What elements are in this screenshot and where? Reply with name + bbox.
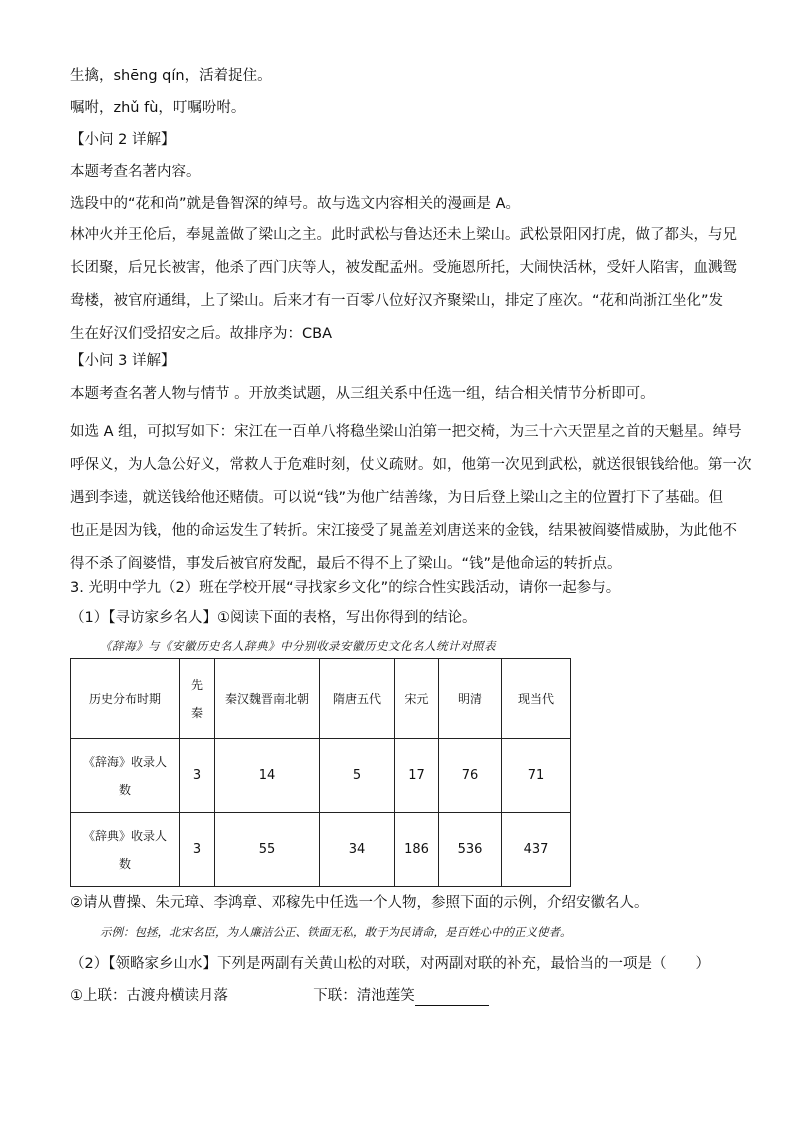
header-cell: 历史分布时期 — [71, 659, 180, 739]
couplet-upper: ①上联：古渡舟横读月落 — [70, 988, 228, 1004]
example-text: 示例：包拯，北宋名臣，为人廉洁公正、铁面无私，敢于为民请命，是百姓心中的正义使者。 — [100, 925, 572, 939]
row-label: 《辞海》收录人数 — [71, 739, 180, 813]
section-title: 【小问 2 详解】 — [70, 132, 176, 148]
question-3: 3. 光明中学九（2）班在学校开展“寻找家乡文化”的综合性实践活动，请你一起参与。 — [70, 580, 621, 596]
paragraph — [70, 416, 752, 581]
header-cell: 先秦 — [180, 659, 215, 739]
row-label: 《辞典》收录人数 — [71, 813, 180, 887]
table-cell: 76 — [439, 739, 502, 813]
paragraph-row: 林冲火并王伦后，奉晁盖做了梁山之主。此时武松与鲁达还未上梁山。武松景阳冈打虎，做了都头，与兄 — [70, 227, 737, 243]
table-cell: 17 — [395, 739, 439, 813]
paragraph-row: 如选 A 组，可拟写如下：宋江在一百单八将稳坐梁山泊第一把交椅，为三十六天罡星之首的天魁星。绰号 — [70, 424, 742, 440]
header-cell: 现当代 — [502, 659, 571, 739]
paragraph-row: 生在好汉们受招安之后。故排序为：CBA — [70, 326, 332, 342]
text-line: 生擒，shēng qín，活着捉住。 — [70, 68, 272, 84]
paragraph — [70, 219, 737, 351]
header-cell: 隋唐五代 — [320, 659, 395, 739]
table-header-row — [71, 659, 571, 739]
text-line: 本题考查名著人物与情节 。开放类试题，从三组关系中任选一组，结合相关情节分析即可。 — [70, 386, 655, 402]
table-cell: 71 — [502, 739, 571, 813]
table-cell: 34 — [320, 813, 395, 887]
question-3-1-part2: ②请从曹操、朱元璋、李鸿章、邓稼先中任选一个人物，参照下面的示例，介绍安徽名人。 — [70, 895, 649, 911]
question-3-2: （2）【领略家乡山水】下列是两副有关黄山松的对联，对两副对联的补充，最恰当的一项是（ ） — [70, 956, 710, 972]
paragraph-row: 得不杀了阎婆惜，事发后被官府发配，最后不得不上了梁山。“钱”是他命运的转折点。 — [70, 556, 622, 572]
table-cell: 14 — [215, 739, 320, 813]
couplet-lower: 下联：清池莲笑 — [313, 988, 415, 1004]
paragraph-row: 遇到李逵，就送钱给他还赌债。可以说“钱”为他广结善缘，为日后登上梁山之主的位置打下了基础。但 — [70, 490, 724, 506]
stats-table — [70, 658, 571, 887]
header-cell: 秦汉魏晋南北朝 — [215, 659, 320, 739]
paragraph-row: 长团聚，后兄长被害，他杀了西门庆等人，被发配孟州。受施恩所托，大闹快活林，受奸人陷害，血溅鸳 — [70, 260, 737, 276]
table-cell: 536 — [439, 813, 502, 887]
table-row — [71, 813, 571, 887]
paragraph-row: 也正是因为钱，他的命运发生了转折。宋江接受了晁盖差刘唐送来的金钱，结果被阎婆惜威胁，为此他不 — [70, 523, 737, 539]
table-cell: 437 — [502, 813, 571, 887]
header-cell: 明清 — [439, 659, 502, 739]
couplet-line — [70, 986, 489, 1006]
section-title: 【小问 3 详解】 — [70, 353, 176, 369]
text-line: 本题考查名著内容。 — [70, 164, 201, 180]
answer-blank[interactable] — [415, 991, 489, 1006]
table-cell: 3 — [180, 739, 215, 813]
question-3-1: （1）【寻访家乡名人】①阅读下面的表格，写出你得到的结论。 — [70, 610, 477, 626]
text-line: 嘱咐，zhǔ fù，叮嘱吩咐。 — [70, 100, 246, 116]
table-cell: 3 — [180, 813, 215, 887]
paragraph-row: 鸯楼，被官府通缉，上了梁山。后来才有一百零八位好汉齐聚梁山，排定了座次。“花和尚浙江坐化”发 — [70, 293, 724, 309]
table-row — [71, 739, 571, 813]
table-cell: 186 — [395, 813, 439, 887]
paragraph-row: 呼保义，为人急公好义，常救人于危难时刻，仗义疏财。如，他第一次见到武松，就送很银钱给他。第一次 — [70, 457, 752, 473]
table-caption: 《辞海》与《安徽历史名人辞典》中分别收录安徽历史文化名人统计对照表 — [100, 639, 496, 653]
header-cell: 宋元 — [395, 659, 439, 739]
text-line: 选段中的“花和尚”就是鲁智深的绰号。故与选文内容相关的漫画是 A。 — [70, 196, 521, 212]
table-cell: 55 — [215, 813, 320, 887]
table-cell: 5 — [320, 739, 395, 813]
